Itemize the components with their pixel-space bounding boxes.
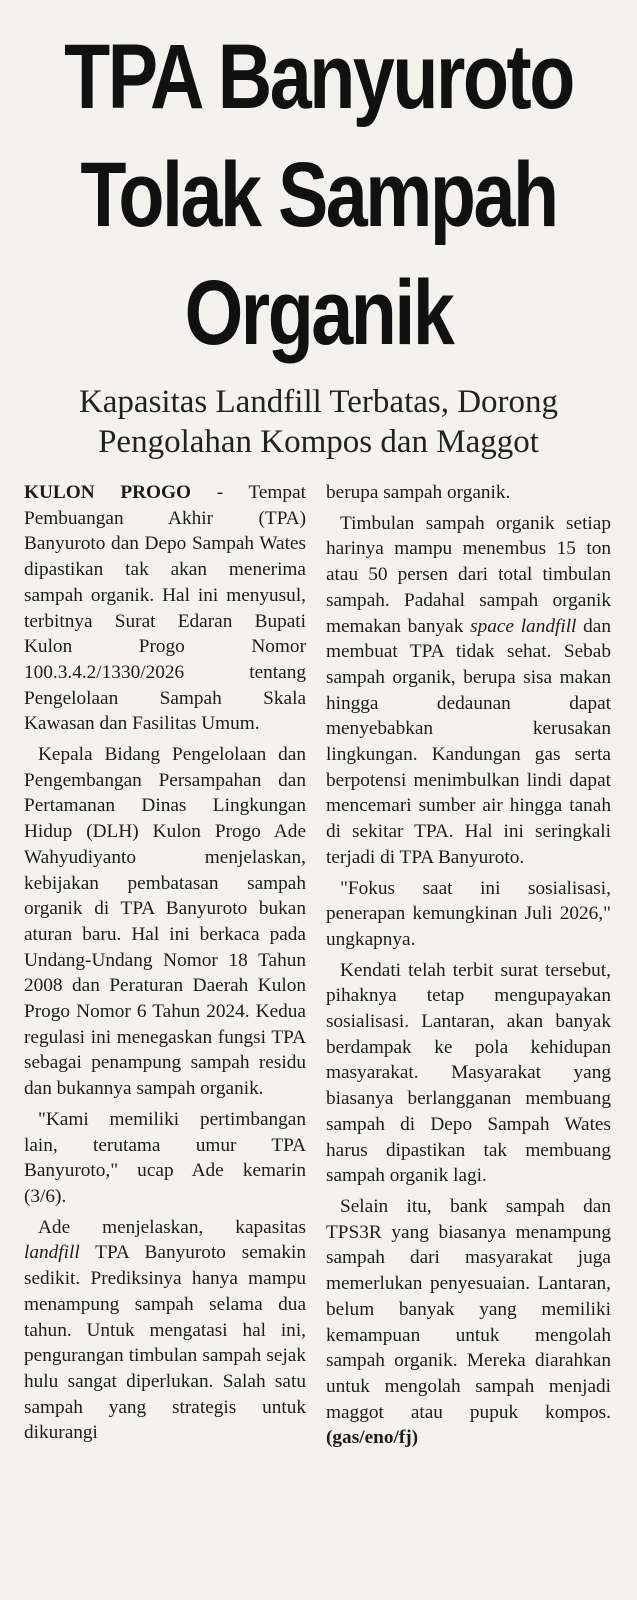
paragraph-6: "Fokus saat ini sosialisasi, penerapan kemungkinan Juli 2026," ungkapnya. — [326, 877, 611, 950]
paragraph-4-italic: landfill — [24, 1242, 80, 1264]
paragraph-3: "Kami memiliki pertimbangan lain, terutama umur TPA Banyuroto," ucap Ade kemarin (3/6). — [24, 1108, 306, 1207]
headline-line-1: TPA Banyuroto — [64, 26, 573, 128]
headline — [57, 18, 579, 372]
headline-line-3: Organik — [184, 262, 453, 364]
paragraph-7: Kendati telah terbit surat tersebut, pihaknya tetap mengupayakan sosialisasi. Lantaran, akan banyak berdampak ke pola kehidupan masyarakat. Masyarakat yang biasanya berlangganan membuang sampah di Depo Sampah Wates harus dipastikan tak membuang sampah organik lagi. — [326, 959, 611, 1187]
paragraph-8 — [326, 1194, 611, 1451]
dateline: KULON PROGO — [24, 482, 192, 503]
headline-line-2: Tolak Sampah — [80, 144, 557, 246]
lead-paragraph — [24, 480, 306, 737]
paragraph-5 — [326, 511, 611, 871]
paragraph-8-text: Selain itu, bank sampah dan TPS3R yang biasanya menampung sampah dari masyarakat juga memerlukan penyesuaian. Lantaran, belum banyak yang memiliki kemampuan untuk mengolah sampah organik. Mereka diarahkan untuk mengolah sampah menjadi maggot atau pupuk kompos. — [326, 1195, 611, 1423]
paragraph-4-text-b: TPA Banyuroto semakin sedikit. Prediksinya hanya mampu menampung sampah selama dua tahun. Untuk mengatasi hal ini, pengurangan timbulan sampah sejak hulu sangat diperlukan. Salah satu sampah yang strategis untuk dikurangi — [24, 1242, 306, 1444]
paragraph-5-text-a: Timbulan sampah organik setiap harinya mampu menembus 15 ton atau 50 persen dari total timbulan sampah. Padahal sampah organik memakan banyak — [326, 512, 611, 637]
paragraph-5-italic: space landfill — [470, 615, 577, 637]
article-column-left — [24, 480, 306, 1451]
paragraph-2: Kepala Bidang Pengelolaan dan Pengembangan Persampahan dan Pertamanan Dinas Lingkungan Hidup (DLH) Kulon Progo Ade Wahyudiyanto menjelaskan, kebijakan pembatasan sampah organik di TPA Banyuroto bukan aturan baru. Hal ini berkaca pada Undang-Undang Nomor 18 Tahun 2008 dan Peraturan Daerah Kulon Progo Nomor 6 Tahun 2024. Kedua regulasi ini menegaskan fungsi TPA sebagai penampung sampah residu dan bukannya sampah organik. — [24, 744, 306, 1100]
paragraph-4-text-a: Ade menjelaskan, kapasitas — [38, 1216, 306, 1238]
article-column-right — [326, 480, 611, 1456]
subheadline — [0, 382, 637, 462]
subheadline-line-1: Kapasitas Landfill Terbatas, Dorong — [78, 384, 559, 420]
paragraph-5-text-b: dan membuat TPA tidak sehat. Sebab sampah organik, berupa sisa makan hingga dedaunan dapat menyebabkan kerusakan lingkungan. Kandungan gas serta berpotensi menimbulkan lindi dapat mencemari sumber air hingga tanah di sekitar TPA. Hal ini seringkali terjadi di TPA Banyuroto. — [326, 615, 611, 868]
author-credit: (gas/eno/fj) — [326, 1427, 419, 1449]
lead-text: - Tempat Pembuangan Akhir (TPA) Banyuroto dan Depo Sampah Wates dipastikan tak akan menerima sampah organik. Hal ini menyusul, terbitnya Surat Edaran Bupati Kulon Progo Nomor 100.3.4.2/1330/2026 tentang Pengelolaan Sampah Skala Kawasan dan Fasilitas Umum. — [24, 482, 306, 735]
subheadline-line-2: Pengolahan Kompos dan Maggot — [98, 424, 539, 460]
paragraph-4 — [24, 1215, 306, 1446]
paragraph-4-continued: berupa sampah organik. — [326, 482, 511, 503]
